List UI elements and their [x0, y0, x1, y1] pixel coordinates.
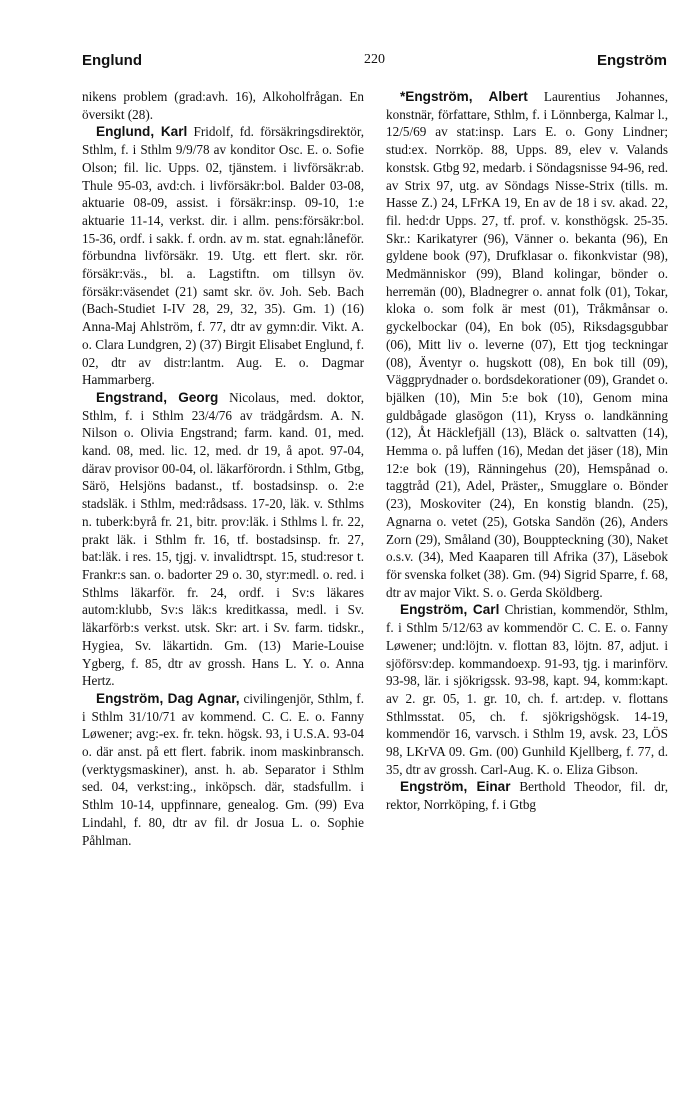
entry-engstrand-georg — [82, 389, 364, 690]
entry-body: Christian, kommendör, Sthlm, f. i Sthlm 5/12/63 av kommendör C. C. E. o. Fanny Løwener; und:löjtn. v. flottan 83, löjtn. 87, adjut. i sjöförsv:dep. kommandoexp. 91-93, tjg. i marinförv. 93-98, lär. i sjökrigssk. 93-98, kapt. 94, komm:kapt. av 2. gr. 05, 1. gr. 10, ch. f. art:dep. v. flottans Sthlmsstat. 05, ch. f. sjökrigshögsk. 14-19, kommendör 16, varvsch. i Sthlm 19, avsk. 23, LÖS 98, LKrVA 09. Gm. (00) Gunhild Kjellberg, f. 77, d. 35, dtr av grossh. Carl-Aug. K. o. Eliza Gibson. — [386, 602, 668, 777]
entry-englund-karl — [82, 123, 364, 389]
right-column — [386, 88, 668, 814]
entry-headword: Engstrand, Georg — [96, 389, 219, 405]
header-right-guideword: Engström — [596, 52, 667, 69]
page-number: 220 — [364, 52, 385, 67]
header-left-guideword: Englund — [82, 52, 142, 69]
entry-engstrom-carl — [386, 601, 668, 778]
entry-engstrom-dag-agnar — [82, 690, 364, 849]
continuation-text: nikens problem (grad:avh. 16), Alkoholfrågan. En översikt (28). — [82, 89, 364, 122]
entry-body: Laurentius Johannes, konstnär, författare, Sthlm, f. i Lönnberga, Kalmar l., 12/5/69 av stat:insp. Lars E. o. Gony Lindner; stud:ex. Norrköp. 88, Upps. 89, elev v. Valands konstsk. Gtbg 92, medarb. i Söndagsnisse 94-96, red. av Strix 97, utg. av Söndags Nisse-Strix (tills. m. Hasse Z.) 24, LFrKA 19, En av de 18 i sv. akad. 22, fil. hed:dr Upps. 27, tf. prof. v. konsthögsk. 25-35. Skr.: Karikatyrer (96), Vänner o. bekanta (96), En gyldene book (97), Drufklasar o. fikonkvistar (98), Medmänniskor (99), Bland kolingar, bönder o. herremän (00), Bladnegrer o. annat folk (01), Tokar, kloka o. som folk är mest (01), Tråkmånsar o. gyckelbockar (04), En bok (05), Riksdagsgubbar (06), Mitt liv o. leverne (07), Ett tjog teckningar (08), Äventyr o. hugskott (08), En bok till (09), Väggprydnader o. bordsdekorationer (09), Grandet o. bjälken (10), Min 5:e bok (10), Genom mina guldbågade glasögon (11), Kryss o. landkänning (12), Åt Häcklefjäll (13), Bläck o. saltvatten (14), Hemma o. på luffen (16), Medan det jäser (18), Min 12:e bok (19), Ränningehus (20), Hemspånad o. taggtråd (21), Adel, Präster,, Smugglare o. Bönder (23), Moskoviter (24), En konstig blandn. (25), Agnarna o. vetet (25), Gotska Sandön (26), Anders Zorn (29), Småland (30), Bouppteckning (30), Naket o.s.v. (34), Med Kaaparen till Afrika (37), Läsebok för svenska folket (38). Gm. (94) Sigrid Sparre, f. 68, dtr av major Vikt. S. o. Gerda Sköldberg. — [386, 89, 669, 600]
entry-headword: *Engström, Albert — [400, 89, 528, 104]
entry-body: civilingenjör, Sthlm, f. i Sthlm 31/10/71 av kommend. C. C. E. o. Fanny Løwener; avg:-ex. fr. tekn. högsk. 93, i U.S.A. 93-04 o. där anst. på ett flert. fabrik. inom maskinbransch. (verktygsmaskiner), anst. h. ab. Separator i Sthlm sed. 04, verkst:ing., inköpsch. där, stadsfullm. i Sthlm 10-14, uppfinnare, genealog. Gm. (99) Eva Lindahl, f. 80, dtr av fil. dr Josua L. o. Sophie Påhlman. — [82, 690, 364, 848]
entry-headword: Engström, Carl — [400, 602, 500, 618]
entry-engstrom-albert — [386, 88, 668, 601]
entry-body: Nicolaus, med. doktor, Sthlm, f. i Sthlm 23/4/76 av trädgårdsm. A. N. Nilson o. Olivia Engstrand; farm. kand. 01, med. kand. 08, med. lic. 12, med. dr 19, å apot. 97-04, därav provisor 00-04, ol. läkarförordn. i Sthlm, Gtbg, Särö, Helsjöns badanst., tf. bostadsinsp. o. 2:e stadsläk. i Sthlm, med:rådsass. 17-20, läk. v. Sthlms n. tuberk:byrå fr. 21, bitr. prov:läk. i Sthlms l. fr. 22, prakt läk. i Sthlm fr. 16, tf. bostadsinsp. fr. 27, bat:läk. i res. 15, tjgj. v. invalidtrspt. 15, stud:resor t. Frankr:s san. o. badorter 29 o. 30, styr:medl. o. red. i Sthlms läkarför. fr. 24, ordf. i Sv:s läkares autom:klubb, Sv:s läk:s kreditkassa, medl. i Sv. läkarförb:s verkst. utsk. Skr: art. i Sv. farm. tidskr., Hygiea, Sv. läkartidn. Gm. (13) Marie-Louise Ygberg, f. 85, dtr av grossh. Hans L. Y. o. Anna Hertz. — [82, 389, 365, 689]
entry-headword: Engström, Dag Agnar, — [96, 690, 240, 706]
entry-headword: Englund, Karl — [96, 124, 188, 140]
entry-body: Berthold Theodor, fil. dr, rektor, Norrköping, f. i Gtbg — [386, 779, 668, 813]
page-header — [82, 52, 667, 72]
left-column — [82, 88, 364, 849]
entry-headword: Engström, Einar — [400, 779, 511, 795]
entry-engstrom-einar — [386, 778, 668, 813]
entry-body: Fridolf, fd. försäkringsdirektör, Sthlm, f. i Sthlm 9/9/78 av konditor Osc. E. o. Sofie Olson; fil. lic. Upps. 02, tjänstem. i livförsäkr:ab. Thule 95-03, avd:ch. i livförsäkr:bol. Balder 03-08, aktuarie 08-09, assist. i försäkr:insp. 09-10, 1:e aktuarie 11-14, verkst. dir. i allm. pens:försäkr:bol. 15-36, ordf. i sakk. f. ordn. av m. stat. egnah:låneför. förbundna livförsäkr. 19. Utg. ett flert. skr. rör. försäkr:väs., bl. a. Lagstiftn. om tillsyn öv. försäkr:väsendet (21) samt skr. öv. Joh. Seb. Bach (Bach-Studiet I-IV 28, 29, 32, 35). Gm. 1) (16) Anna-Maj Ahlström, f. 77, dtr av gymn:dir. Vikt. A. o. Clara Lundgren, 2) (37) Birgit Elisabet Englund, f. 02, dtr av distr:lantm. Aug. E. o. Dagmar Hammarberg. — [82, 124, 364, 388]
